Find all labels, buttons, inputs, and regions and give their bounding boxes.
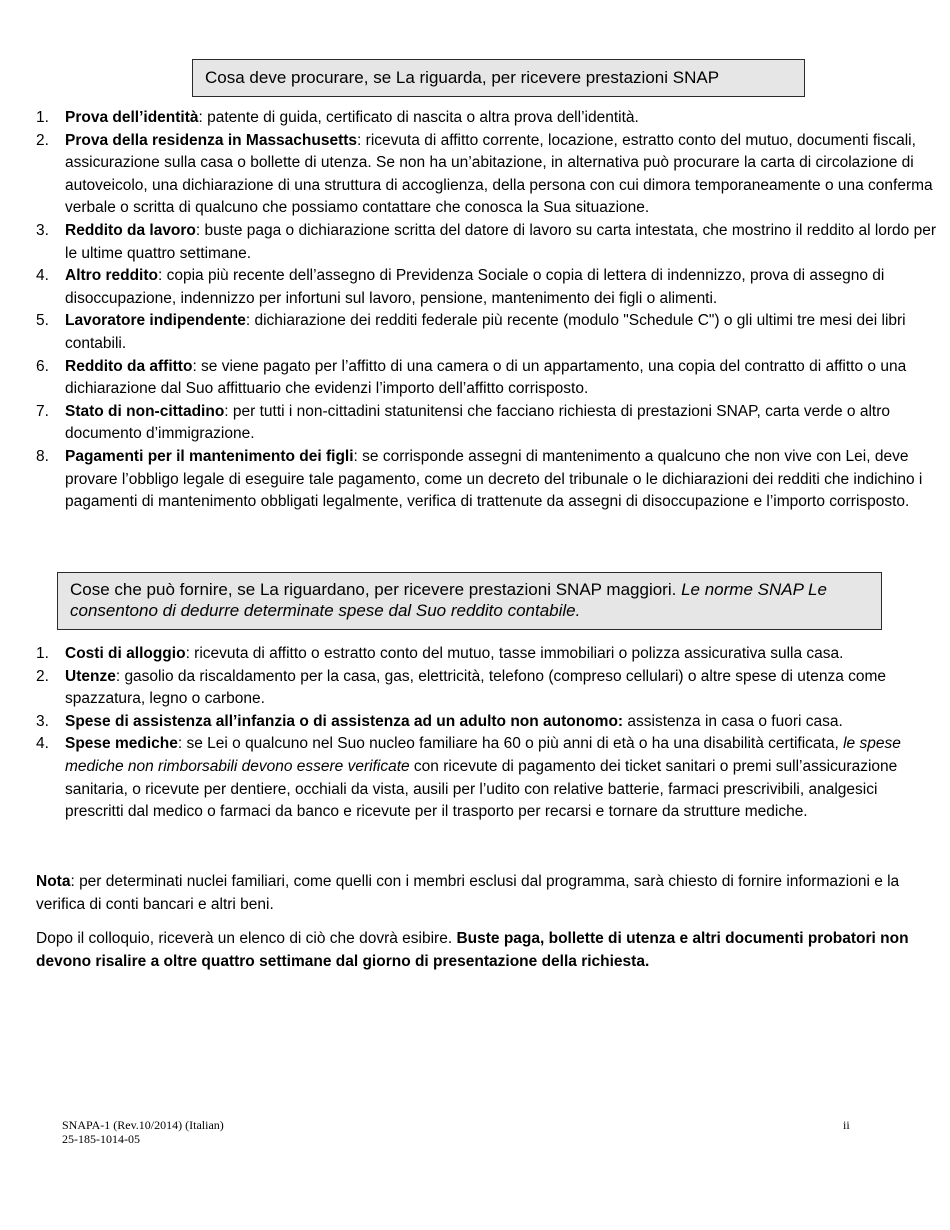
- list-item: 3. Reddito da lavoro: buste paga o dichiarazione scritta del datore di lavoro su carta intestata, che mostrino il reddito al lordo per le ultime quattro settimane.: [36, 221, 937, 262]
- section-title: Cosa deve procurare, se La riguarda, per ricevere prestazioni SNAP: [205, 68, 720, 87]
- list-item: 1. Costi di alloggio: ricevuta di affitto o estratto conto del mutuo, tasse immobiliari o polizza assicurativa sulla casa.: [36, 645, 844, 662]
- form-code: 25-185-1014-05: [62, 1132, 140, 1146]
- page-number: ii: [843, 1118, 850, 1132]
- list-item: 4. Spese mediche: se Lei o qualcuno nel Suo nucleo familiare ha 60 o più anni di età o ha una disabilità certificata, le spese mediche non rimborsabili devono essere verificate con ricevute di pagamento dei ticket sanitari o premi sull’assicurazione sanitaria, o ricevute per dentiere, occhiali da vista, ausili per l’udito con relative batterie, farmaci prescrivibili, analgesici prescritti dal medico o farmaci da banco e ricevute per il trasporto per recarsi e tornare da strutture mediche.: [36, 735, 901, 821]
- section-header-required-documents: [192, 59, 805, 97]
- list-item: 1. Prova dell’identità: patente di guida, certificato di nascita o altra prova dell’identità.: [36, 109, 639, 126]
- required-documents-list: [36, 107, 936, 514]
- list-item: 5. Lavoratore indipendente: dichiarazione dei redditi federale più recente (modulo "Schedule C") o gli ultimi tre mesi dei libri contabili.: [36, 312, 906, 352]
- list-item: 7. Stato di non-cittadino: per tutti i non-cittadini statunitensi che facciano richiesta di prestazioni SNAP, carta verde o altro documento d’immigrazione.: [36, 402, 890, 443]
- list-item: 6. Reddito da affitto: se viene pagato per l’affitto di una camera o di un appartamento, una copia del contratto di affitto o una dichiarazione dal Suo affittuario che evidenzi l’importo dell’affitto corrisposto.: [36, 357, 907, 398]
- section-title: Cose che può fornire, se La riguardano, per ricevere prestazioni SNAP maggiori.: [70, 580, 677, 599]
- list-item: 3. Spese di assistenza all’infanzia o di assistenza ad un adulto non autonomo: assistenza in casa o fuori casa.: [36, 712, 843, 730]
- footer-form-info: [62, 1118, 224, 1146]
- deductible-expenses-list: [36, 643, 936, 824]
- list-item: 2. Prova della residenza in Massachusetts: ricevuta di affitto corrente, locazione, estratto conto del mutuo, documenti fiscali, assicurazione sulla casa o bollette di utenza. Se non ha un’abitazione, in alternativa può procurare la carta di circolazione di autoveicolo, una dichiarazione di una struttura di accoglienza, della persona con cui dimora temporaneamente o una conferma verbale o scritta di qualcuno che possiamo contattare che conosca la Sua situazione.: [36, 131, 933, 217]
- section-header-deductible-expenses: [57, 572, 882, 630]
- after-interview-paragraph: Dopo il colloquio, riceverà un elenco di ciò che dovrà esibire. Buste paga, bollette di utenza e altri documenti probatori non devono risalire a oltre quattro settimane dal giorno di presentazione della richiesta.: [36, 930, 909, 970]
- form-id: SNAPA-1 (Rev.10/2014) (Italian): [62, 1118, 224, 1132]
- section-subtitle: Le norme SNAP Le consentono di dedurre determinate spese dal Suo reddito contabile.: [70, 580, 827, 620]
- list-item: 2. Utenze: gasolio da riscaldamento per la casa, gas, elettricità, telefono (compreso cellulari) o altre spese di utenza come spazzatura, legno o carbone.: [36, 667, 887, 708]
- note-paragraph: Nota: per determinati nuclei familiari, come quelli con i membri esclusi dal programma, sarà chiesto di fornire informazioni e la verifica di conti bancari e altri beni.: [36, 873, 900, 913]
- list-item: 8. Pagamenti per il mantenimento dei figli: se corrisponde assegni di mantenimento a qualcuno che non vive con Lei, deve provare l’obbligo legale di eseguire tale pagamento, come un decreto del tribunale o le dichiarazioni dei redditi che indichino i pagamenti di mantenimento obbligati legalmente, verifica di trattenute da assegni di disoccupazione e l’importo corrisposto.: [36, 447, 923, 511]
- list-item: 4. Altro reddito: copia più recente dell’assegno di Previdenza Sociale o copia di lettera di indennizzo, prova di assegno di disoccupazione, indennizzo per infortuni sul lavoro, pensione, mantenimento dei figli o alimenti.: [36, 267, 885, 307]
